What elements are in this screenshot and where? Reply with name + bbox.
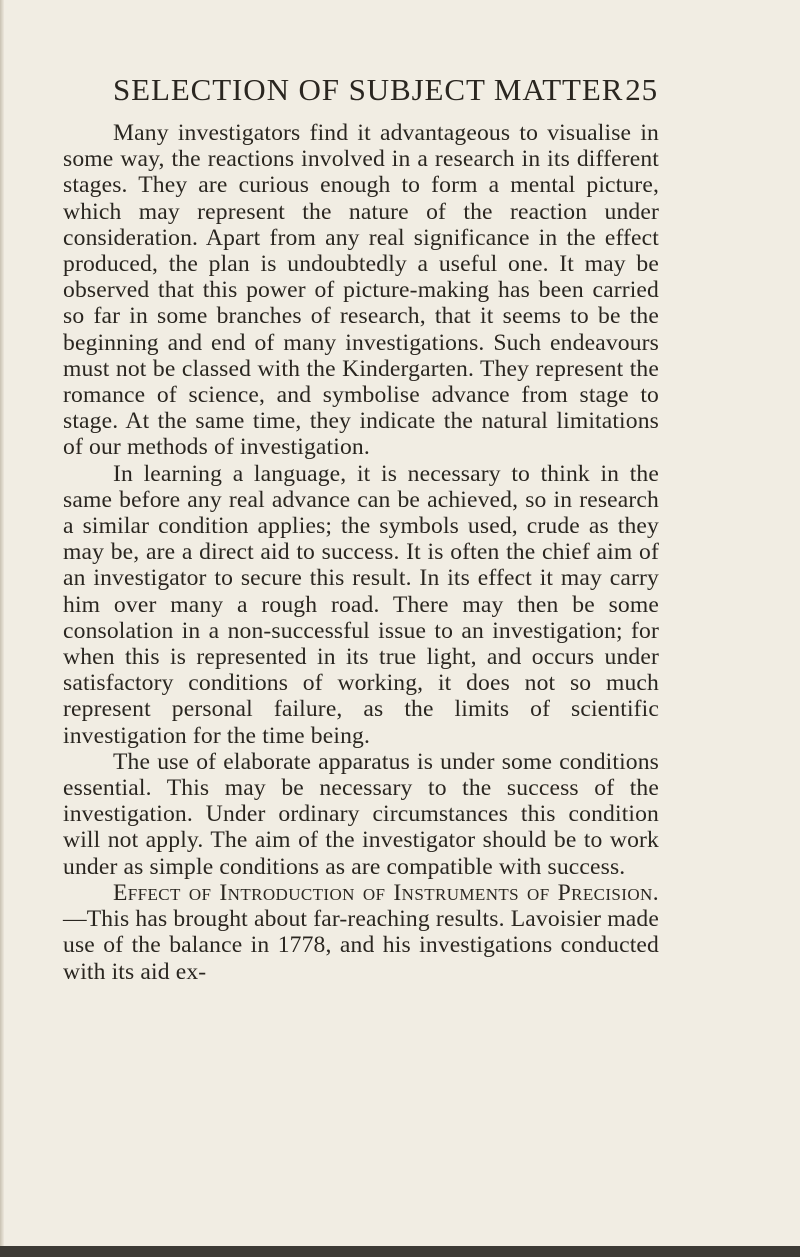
running-title: SELECTION OF SUBJECT MATTER	[113, 72, 624, 107]
page-binding-edge	[0, 0, 4, 1257]
page-number: 25	[625, 72, 658, 107]
paragraph: The use of elaborate apparatus is under some conditions essential. This may be necessary to the success of the investigation. Under ordinary circumstances this condition will not apply. The aim of the investigator should be to work under as simple conditions as are compatible with success.	[63, 748, 659, 880]
paragraph: Many investigators find it advantageous to visualise in some way, the reactions involved in a research in its different stages. They are curious enough to form a mental picture, which may represent the nature of the reaction under consideration. Apart from any real significance in the effect produced, the plan is undoubtedly a useful one. It may be observed that this power of picture-making has been carried so far in some branches of research, that it seems to be the beginning and end of many investigations. Such endeavours must not be classed with the Kindergarten. They represent the romance of science, and symbolise advance from stage to stage. At the same time, they indicate the natural limitations of our methods of investigation.	[63, 120, 659, 461]
running-header	[113, 70, 658, 110]
paragraph: In learning a language, it is necessary to think in the same before any real advance can be achieved, so in research a similar condition applies; the symbols used, crude as they may be, are a direct aid to success. It is often the chief aim of an investigator to secure this result. In its effect it may carry him over many a rough road. There may then be some consolation in a non-successful issue to an investigation; for when this is represented in its true light, and occurs under satisfactory conditions of working, it does not so much represent personal failure, as the limits of scientific investigation for the time being.	[63, 460, 659, 749]
paragraph-section-heading: Effect of Introduction of Instruments of Precision.—This has brought about far-reaching results. Lavoisier made use of the balance in 1778, and his investigations conducted with its aid ex-	[63, 879, 659, 985]
section-run-in-heading: Effect of Introduction of Instruments of Precision.	[113, 879, 659, 906]
page-bottom-edge	[0, 1246, 800, 1257]
body-text	[63, 120, 659, 985]
